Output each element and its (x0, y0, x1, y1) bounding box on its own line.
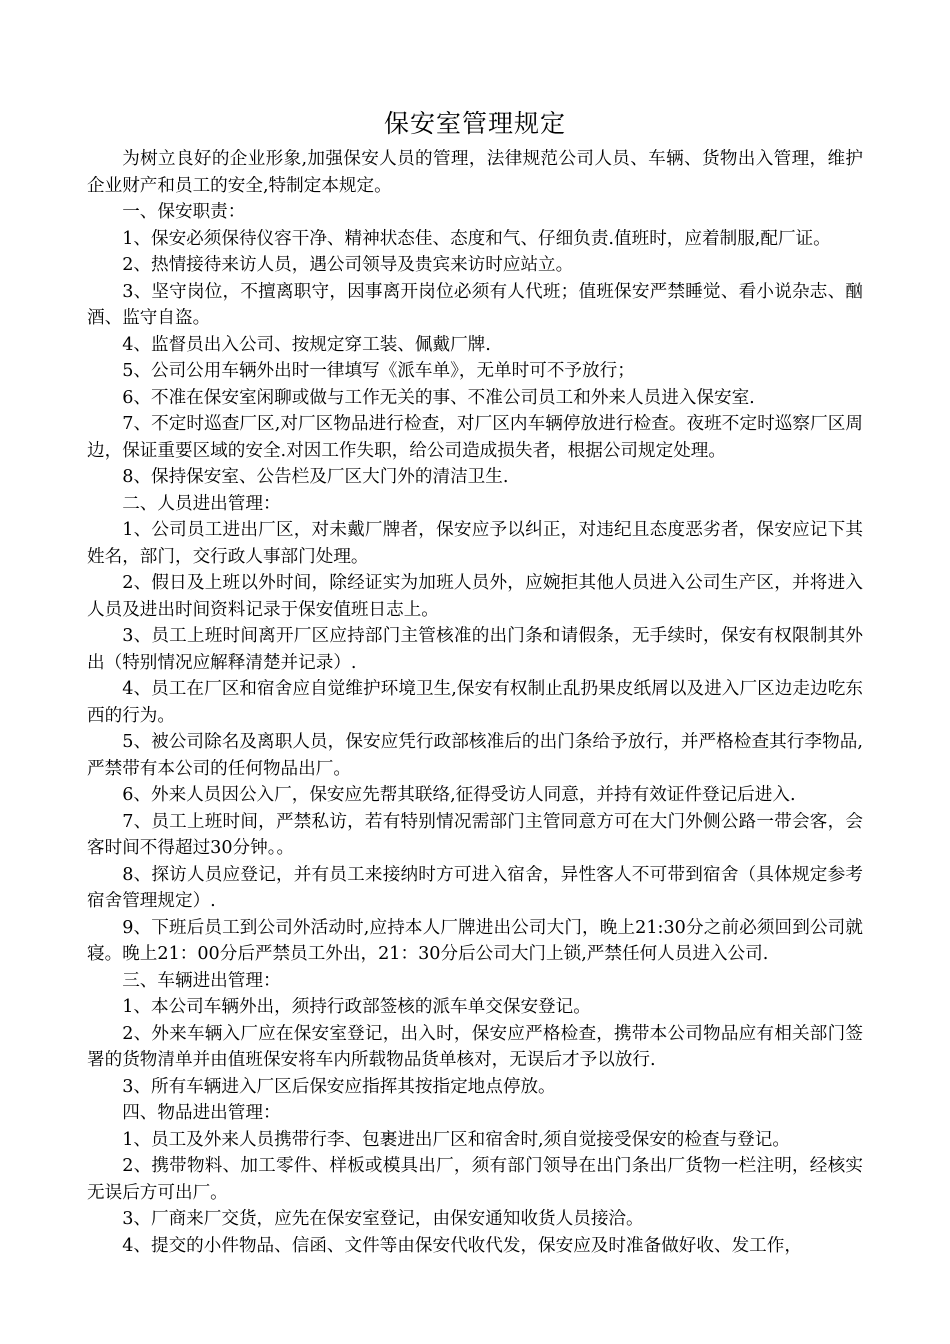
paragraph: 1、本公司车辆外出，须持行政部签核的派车单交保安登记。 (122, 997, 591, 1017)
paragraph: 4、监督员出入公司、按规定穿工装、佩戴厂牌. (122, 334, 491, 355)
section-heading: 二、人员进出管理： (122, 493, 281, 514)
paragraph: 7、员工上班时间，严禁私访，若有特别情况需部门主管同意方可在大门外侧公路一带会客，会客时间不得超过30分钟。。 (87, 811, 863, 858)
paragraph: 3、坚守岗位，不擅离职守，因事离开岗位必须有人代班；值班保安严禁睡觉、看小说杂志、酗酒、监守自盗。 (87, 281, 863, 328)
section-heading: 四、物品进出管理： (122, 1103, 281, 1123)
paragraph: 9、下班后员工到公司外活动时,应持本人厂牌进出公司大门，晚上21:30分之前必须回到公司就寝。晚上21：00分后严禁员工外出，21：30分后公司大门上锁,严禁任何人员进入公司. (87, 917, 863, 964)
paragraph: 6、不准在保安室闲聊或做与工作无关的事、不准公司员工和外来人员进入保安室. (122, 387, 755, 408)
paragraph: 3、所有车辆进入厂区后保安应指挥其按指定地点停放。 (122, 1076, 556, 1097)
paragraph: 2、热情接待来访人员，遇公司领导及贵宾来访时应站立。 (122, 255, 574, 275)
section-heading: 一、保安职责： (122, 202, 246, 222)
section-heading: 三、车辆进出管理： (122, 970, 281, 991)
paragraph: 为树立良好的企业形象,加强保安人员的管理，法律规范公司人员、车辆、货物出入管理，维护企业财产和员工的安全,特制定本规定。 (87, 149, 863, 196)
document-title: 保安室管理规定 (383, 109, 566, 138)
paragraph: 8、探访人员应登记，并有员工来接纳时方可进入宿舍，异性客人不可带到宿舍（具体规定参考宿舍管理规定）. (87, 864, 863, 911)
paragraph: 2、携带物料、加工零件、样板或模具出厂，须有部门领导在出门条出厂货物一栏注明，经核实无误后方可出厂。 (87, 1156, 863, 1203)
paragraph: 1、公司员工进出厂区，对未戴厂牌者，保安应予以纠正，对违纪且态度恶劣者，保安应记下其姓名，部门，交行政人事部门处理。 (87, 520, 863, 567)
paragraph: 7、不定时巡查厂区,对厂区物品进行检查，对厂区内车辆停放进行检查。夜班不定时巡察厂区周边，保证重要区域的安全.对因工作失职，给公司造成损失者，根据公司规定处理。 (87, 414, 863, 461)
paragraph: 1、保安必须保待仪容干净、精神状态佳、态度和气、仔细负责.值班时，应着制服,配厂证。 (122, 228, 831, 249)
paragraph: 2、假日及上班以外时间，除经证实为加班人员外，应婉拒其他人员进入公司生产区，并将进入人员及进出时间资料记录于保安值班日志上。 (87, 573, 863, 620)
paragraph: 5、被公司除名及离职人员，保安应凭行政部核准后的出门条给予放行，并严格检查其行李物品,严禁带有本公司的任何物品出厂。 (87, 732, 863, 779)
paragraph: 6、外来人员因公入厂，保安应先帮其联络,征得受访人同意，并持有效证件登记后进入. (122, 785, 796, 805)
paragraph: 3、员工上班时间离开厂区应持部门主管核准的出门条和请假条，无手续时，保安有权限制其外出（特别情况应解释清楚并记录）. (87, 626, 863, 673)
paragraph: 1、员工及外来人员携带行李、包裹进出厂区和宿舍时,须自觉接受保安的检查与登记。 (122, 1129, 790, 1150)
paragraph: 4、提交的小件物品、信函、文件等由保安代收代发，保安应及时准备做好收、发工作， (122, 1235, 802, 1256)
paragraph: 2、外来车辆入厂应在保安室登记，出入时，保安应严格检查，携带本公司物品应有相关部门签署的货物清单并由值班保安将车内所载物品货单核对，无误后才予以放行. (87, 1023, 863, 1070)
paragraph: 5、公司公用车辆外出时一律填写《派车单》，无单时可不予放行； (122, 361, 635, 381)
paragraph: 3、厂商来厂交货，应先在保安室登记，由保安通知收货人员接洽。 (122, 1209, 644, 1229)
document-body (87, 146, 863, 1259)
paragraph: 8、保持保安室、公告栏及厂区大门外的清洁卫生. (122, 467, 509, 487)
paragraph: 4、员工在厂区和宿舍应自觉维护环境卫生,保安有权制止乱扔果皮纸屑以及进入厂区边走边吃东西的行为。 (87, 679, 863, 726)
